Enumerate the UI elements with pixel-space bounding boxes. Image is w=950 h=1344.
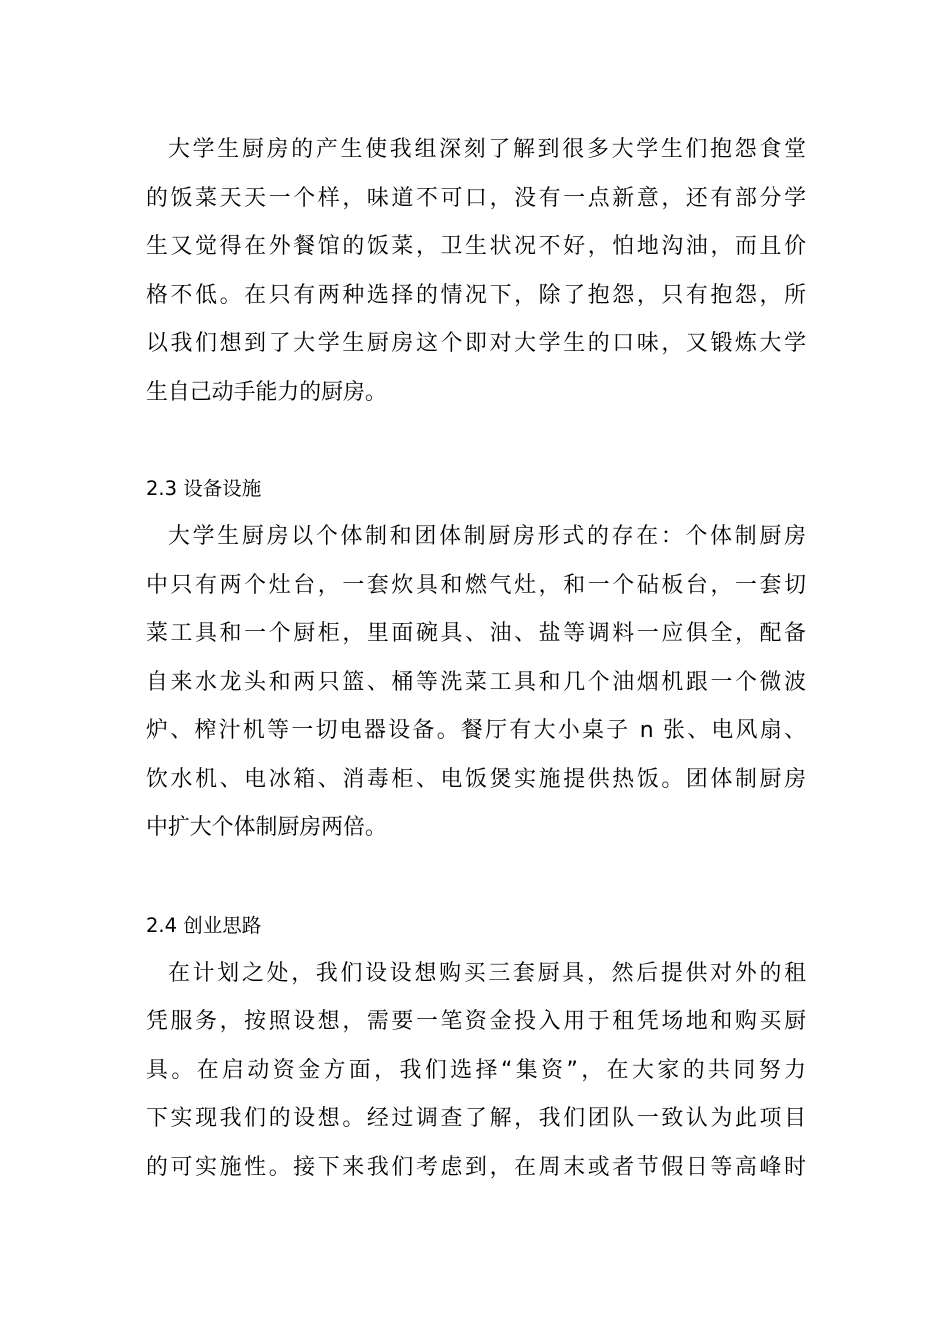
text-line: 格不低。在只有两种选择的情况下，除了抱怨，只有抱怨，所 [146, 282, 806, 308]
text-line: 大学生厨房以个体制和团体制厨房形式的存在：个体制厨房 [168, 524, 806, 549]
text-line: 具。在启动资金方面，我们选择“集资”，在大家的共同努力 [146, 1057, 806, 1083]
text-line: 炉、榨汁机等一切电器设备。餐厅有大小桌子 n 张、电风扇、 [146, 718, 806, 743]
text-line: 大学生厨房的产生使我组深刻了解到很多大学生们抱怨食堂 [168, 137, 806, 162]
section-heading-2-4: 2.4 创业思路 [146, 913, 262, 937]
paragraph-equipment [146, 513, 806, 853]
text-line: 饮水机、电冰箱、消毒柜、电饭煲实施提供热饭。团体制厨房 [146, 766, 806, 792]
paragraph-spacer [146, 853, 806, 902]
paragraph-business-idea [146, 950, 806, 1193]
section-heading-2-3: 2.3 设备设施 [146, 477, 262, 500]
text-line: 自来水龙头和两只篮、桶等洗菜工具和几个油烟机跟一个微波 [146, 669, 806, 695]
text-line: 的饭菜天天一个样，味道不可口，没有一点新意，还有部分学 [146, 185, 806, 211]
text-line: 菜工具和一个厨柜，里面碗具、油、盐等调料一应俱全，配备 [146, 621, 806, 646]
text-line: 下实现我们的设想。经过调查了解，我们团队一致认为此项目 [146, 1106, 806, 1131]
text-line: 生自己动手能力的厨房。 [146, 379, 387, 405]
text-line: 在计划之处，我们设设想购买三套厨具，然后提供对外的租 [168, 960, 806, 986]
text-line: 的可实施性。接下来我们考虑到，在周末或者节假日等高峰时 [146, 1154, 806, 1180]
text-line: 中扩大个体制厨房两倍。 [146, 815, 387, 840]
text-line: 中只有两个灶台，一套炊具和燃气灶，和一个砧板台，一套切 [146, 572, 806, 598]
paragraph-intro [146, 126, 806, 417]
text-line: 凭服务，按照设想，需要一笔资金投入用于租凭场地和购买厨 [146, 1009, 806, 1034]
paragraph-spacer [146, 417, 806, 465]
text-line: 以我们想到了大学生厨房这个即对大学生的口味，又锻炼大学 [146, 331, 806, 356]
document-page [146, 126, 806, 1192]
text-line: 生又觉得在外餐馆的饭菜，卫生状况不好，怕地沟油，而且价 [146, 234, 806, 259]
